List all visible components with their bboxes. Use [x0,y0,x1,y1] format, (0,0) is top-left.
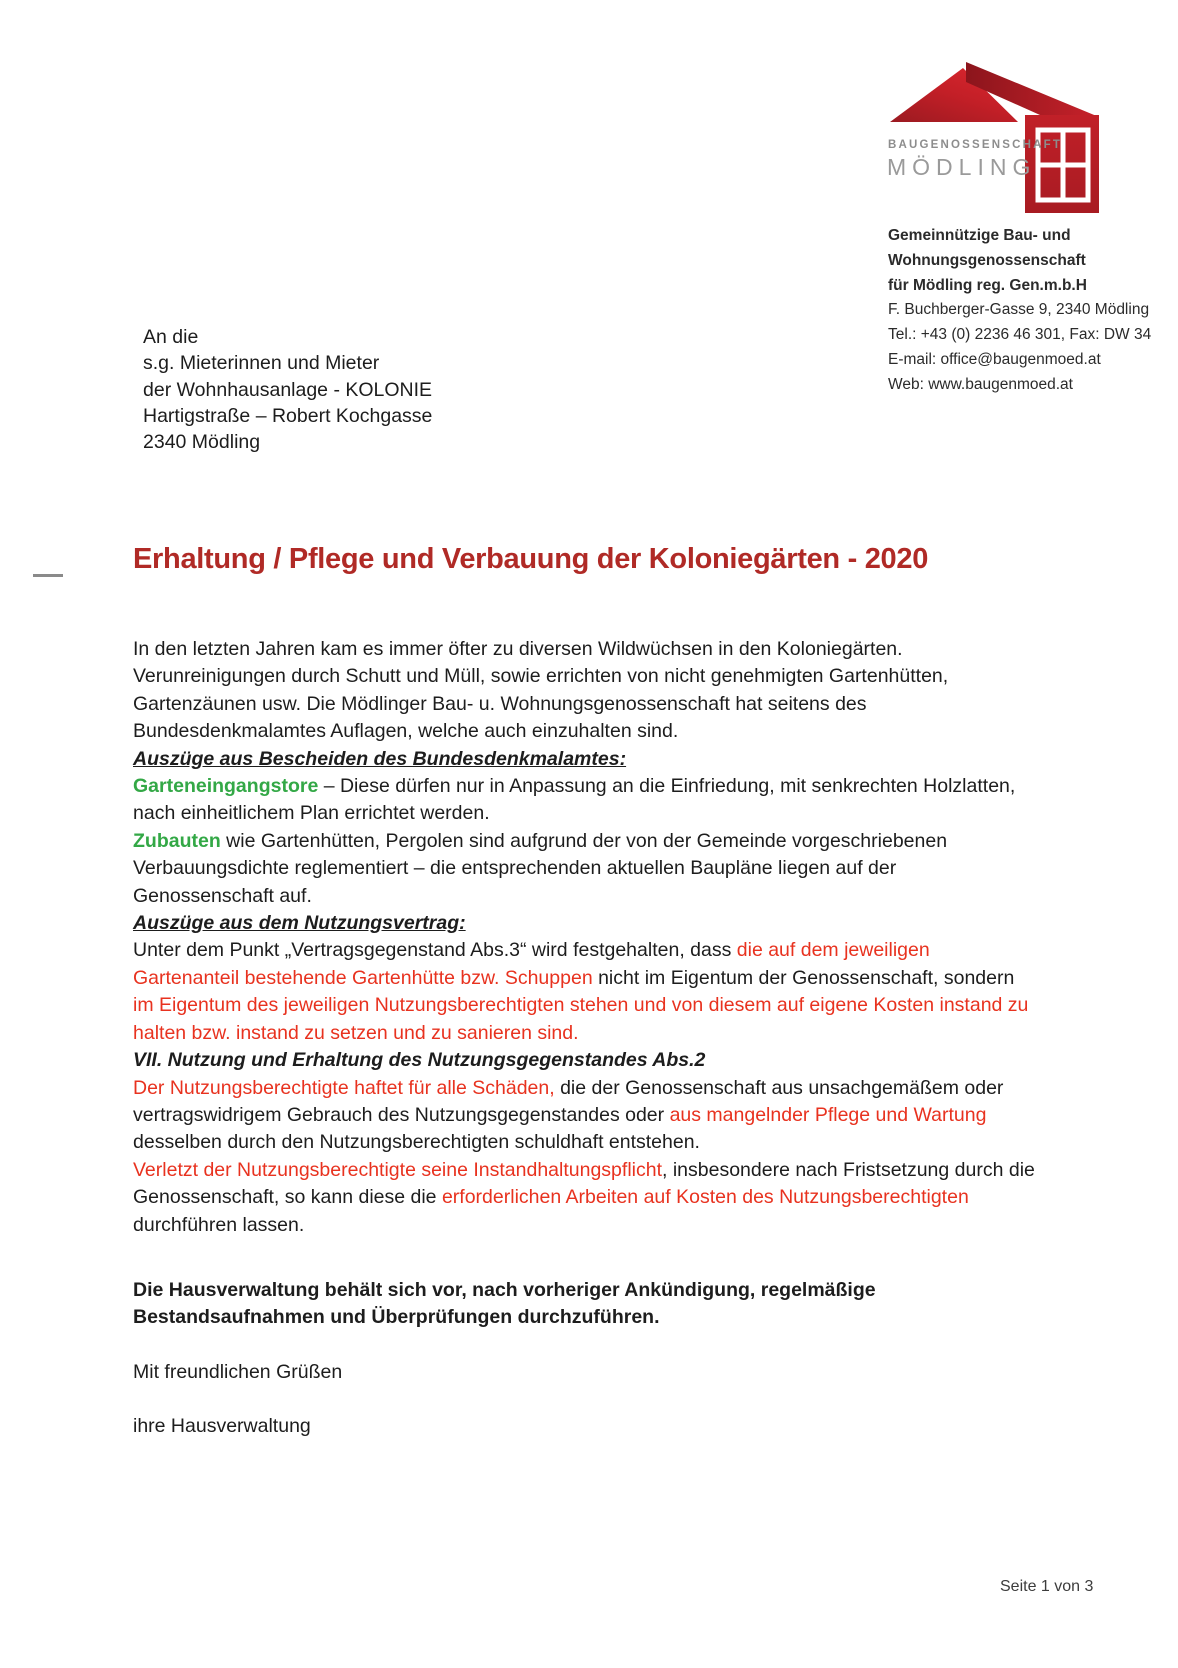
letter-body [133,636,1038,1441]
text-segment: die auf dem jeweiligen Gartenanteil bestehende Gartenhütte bzw. Schuppen [133,939,930,989]
sender-line: E-mail: office@baugenmoed.at [888,350,1101,368]
paragraph [133,773,1038,828]
recipient-line: An die [143,326,199,348]
text-segment: Die Hausverwaltung behält sich vor, nach vorheriger Ankündigung, regelmäßige Bestandsaufnahmen und Überprüfungen durchzuführen. [133,1278,876,1329]
text-segment: Auszüge aus dem Nutzungsvertrag: [133,912,466,935]
paragraph [133,1277,1038,1332]
paragraph [133,828,1038,910]
text-segment: Verletzt der Nutzungsberechtigte seine Instandhaltungspflicht [133,1158,662,1181]
text-segment: VII. Nutzung und Erhaltung des Nutzungsgegenstandes Abs.2 [133,1049,706,1072]
page-title: Erhaltung / Pflege und Verbauung der Koloniegärten - 2020 [133,543,929,575]
logo-org-name-small: BAUGENOSSENSCHAFT [888,139,1063,151]
company-logo [886,55,1101,217]
paragraph [133,1359,1038,1386]
text-segment: durchführen lassen. [133,1213,305,1236]
sender-line: Tel.: +43 (0) 2236 46 301, Fax: DW 34 [888,326,1152,344]
page-number: Seite 1 von 3 [1000,1578,1094,1595]
recipient-address [143,324,432,455]
paragraph [133,636,1038,746]
text-segment: , insbesondere nach Fristsetzung durch die Genossenschaft, so kann diese die [133,1158,1035,1209]
text-segment: Zubauten [133,829,221,852]
sender-line: Gemeinnützige Bau- und [888,227,1071,244]
text-segment: Der Nutzungsberechtigte haftet für alle Schäden, [133,1076,555,1099]
recipient-line: der Wohnhausanlage - KOLONIE [143,378,433,401]
text-segment: im Eigentum des jeweiligen Nutzungsberechtigten stehen und von diesem auf eigene Kosten instand zu halten bzw. instand zu setzen und zu sanieren sind. [133,994,1029,1044]
paragraph [133,1047,1038,1074]
logo-org-name-large: MÖDLING [887,154,1037,180]
house-roof-icon [886,55,1101,217]
paragraph [133,937,1038,1047]
text-segment: nicht im Eigentum der Genossenschaft, sondern [592,966,1015,989]
text-segment: Auszüge aus Bescheiden des Bundesdenkmalamtes: [133,747,627,770]
sender-line: Web: www.baugenmoed.at [888,375,1073,393]
paragraph [133,746,1038,773]
text-segment: Garteneingangstore [133,775,319,798]
text-segment: die der Genossenschaft aus unsachgemäßem oder vertragswidrigem Gebrauch des Nutzungsgegenstandes oder [133,1076,1004,1126]
text-segment: desselben durch den Nutzungsberechtigten schuldhaft entstehen. [133,1131,700,1154]
text-segment: erforderlichen Arbeiten auf Kosten des Nutzungsberechtigten [441,1186,969,1209]
sender-line: Wohnungsgenossenschaft [888,251,1086,269]
sender-line: für Mödling reg. Gen.m.b.H [888,276,1087,294]
text-segment: aus mangelnder Pflege und Wartung [669,1103,987,1126]
recipient-line: Hartigstraße – Robert Kochgasse [143,404,433,427]
paragraph [133,1157,1038,1239]
text-segment: wie Gartenhütten, Pergolen sind aufgrund der von der Gemeinde vorgeschriebenen Verbauungsdichte reglementiert – die entsprechenden aktuellen Baupläne liegen auf der Genossenschaft auf. [133,829,948,907]
paragraph [133,1413,1038,1440]
text-segment: Unter dem Punkt „Vertragsgegenstand Abs.3“ wird festgehalten, dass [133,939,737,962]
sender-line: F. Buchberger-Gasse 9, 2340 Mödling [888,301,1150,319]
recipient-line: 2340 Mödling [143,431,261,454]
recipient-line: s.g. Mieterinnen und Mieter [143,352,380,375]
paragraph [133,910,1038,937]
text-segment: In den letzten Jahren kam es immer öfter zu diversen Wildwüchsen in den Koloniegärten. Verunreinigungen durch Schutt und Müll, sowie errichten von nicht genehmigten Gartenhütten, Gartenzäunen usw. Die Mödlinger Bau- u. Wohnungsgenossenschaft hat seitens des Bundesdenkmalamtes Auflagen, welche auch einzuhalten sind. [133,638,949,743]
paragraph [133,1075,1038,1157]
text-segment: – Diese dürfen nur in Anpassung an die Einfriedung, mit senkrechten Holzlatten, nach einheitlichem Plan errichtet werden. [133,775,1016,825]
sender-contact-block [888,224,1158,398]
text-segment: ihre Hausverwaltung [133,1415,311,1438]
fold-mark [33,574,63,577]
text-segment: Mit freundlichen Grüßen [133,1360,343,1383]
